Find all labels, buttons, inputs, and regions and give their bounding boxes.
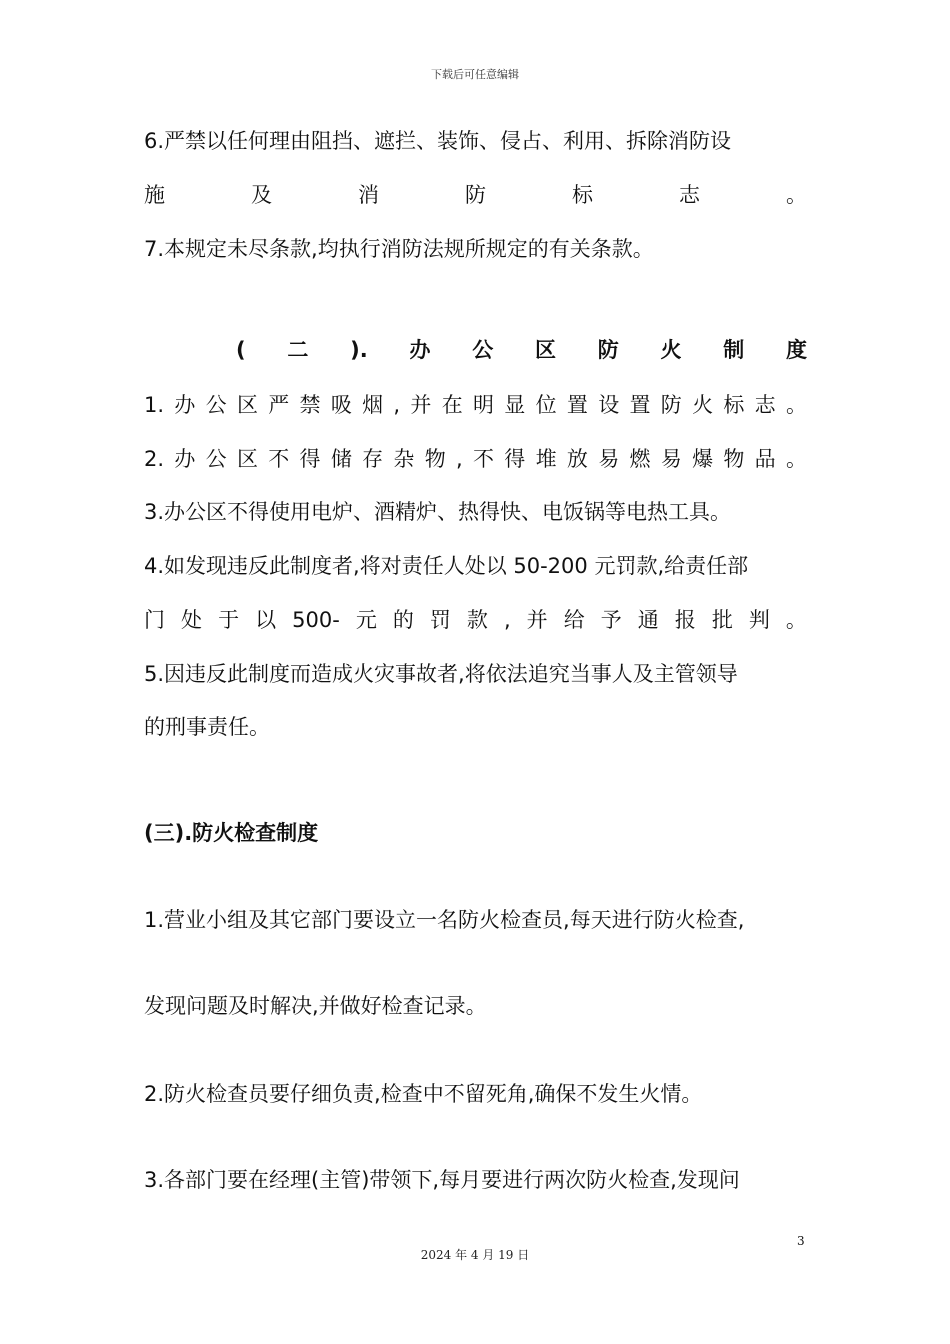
text-segment: 物 [723,447,745,471]
text-segment: 元 [355,608,377,632]
text-line: 1.营业小组及其它部门要设立一名防火检查员,每天进行防火检查, [144,908,745,932]
text-segment: 公 [205,393,227,417]
text-segment: 办 [409,338,431,362]
text-segment: 区 [534,338,556,362]
page-footer-date: 2024 年 4 月 19 日 [420,1248,530,1262]
text-segment: 。 [785,393,807,417]
text-segment: 1. [144,393,165,417]
text-segment: 志 [754,393,776,417]
text-segment: 吸 [330,393,352,417]
text-segment: 显 [504,393,526,417]
text-line: 4.如发现违反此制度者,将对责任人处以 50-200 元罚款,给责任部 [144,554,749,578]
text-segment: 办 [174,393,196,417]
text-segment: , [503,608,511,632]
justified-line [144,180,807,210]
text-segment: 并 [410,393,432,417]
text-segment: 处 [181,608,203,632]
text-segment: 2. [144,447,165,471]
text-segment: 给 [563,608,585,632]
text-segment: 办 [174,447,196,471]
text-segment: 制 [723,338,745,362]
text-segment: , [393,393,401,417]
text-segment: 火 [692,393,714,417]
text-line: 3.各部门要在经理(主管)带领下,每月要进行两次防火检查,发现问 [144,1168,740,1192]
text-segment: 禁 [299,393,321,417]
text-segment: 不 [268,447,290,471]
text-segment: 爆 [692,447,714,471]
text-segment: 标 [723,393,745,417]
text-segment: 火 [660,338,682,362]
text-segment: 防 [660,393,682,417]
text-segment: 。 [785,447,807,471]
text-segment: 烟 [362,393,384,417]
text-segment: 堆 [535,447,557,471]
text-segment: 品 [754,447,776,471]
text-line: 6.严禁以任何理由阻挡、遮拦、装饰、侵占、利用、拆除消防设 [144,129,732,153]
text-segment: 得 [299,447,321,471]
text-segment: 公 [205,447,227,471]
text-segment: 通 [637,608,659,632]
text-segment: 500- [292,608,340,632]
text-segment: 设 [598,393,620,417]
justified-line [144,390,807,420]
text-line: 发现问题及时解决,并做好检查记录。 [144,994,487,1018]
text-line: 5.因违反此制度而造成火灾事故者,将依法追究当事人及主管领导 [144,662,738,686]
text-segment: 放 [566,447,588,471]
page-number: 3 [797,1234,805,1248]
text-segment: 置 [566,393,588,417]
text-segment: 款 [466,608,488,632]
text-segment: 门 [144,608,165,632]
text-segment: 公 [472,338,494,362]
text-line: 7.本规定未尽条款,均执行消防法规所规定的有关条款。 [144,237,654,261]
text-segment: 明 [473,393,494,417]
text-segment: ). [350,338,368,362]
text-segment: 并 [526,608,548,632]
text-segment: 易 [660,447,682,471]
text-segment: 消 [358,183,379,207]
text-segment: 。 [785,608,807,632]
text-segment: 予 [600,608,622,632]
text-segment: 区 [236,393,258,417]
text-segment: 标 [572,183,593,207]
text-segment: 存 [362,447,384,471]
text-segment: 施 [144,183,165,207]
text-segment: 防 [465,183,486,207]
justified-line [144,444,807,474]
text-segment: 以 [255,608,277,632]
text-segment: 置 [629,393,651,417]
section-heading-3: (三).防火检查制度 [144,821,319,845]
text-segment: 不 [473,447,494,471]
page-header: 下载后可任意编辑 [431,68,519,81]
text-segment: 度 [785,338,807,362]
text-segment: 批 [711,608,733,632]
text-segment: 燃 [629,447,651,471]
text-segment: 区 [236,447,258,471]
text-line: 的刑事责任。 [144,715,270,739]
text-line: 3.办公区不得使用电炉、酒精炉、热得快、电饭锅等电热工具。 [144,500,732,524]
text-segment: 严 [268,393,290,417]
text-segment: 志 [679,183,700,207]
text-segment: 及 [251,183,272,207]
text-segment: 判 [748,608,770,632]
text-segment: 杂 [393,447,415,471]
text-segment: 的 [392,608,414,632]
text-segment: , [456,447,463,471]
text-line: 2.防火检查员要仔细负责,检查中不留死角,确保不发生火情。 [144,1082,703,1106]
text-segment: 在 [441,393,463,417]
text-segment: 于 [218,608,240,632]
text-segment: 易 [598,447,620,471]
text-segment: 报 [674,608,696,632]
text-segment: 位 [535,393,557,417]
text-segment: 二 [287,338,309,362]
text-segment: 储 [330,447,352,471]
text-segment: ( [236,338,246,362]
text-segment: 罚 [429,608,451,632]
text-segment: 得 [504,447,526,471]
text-segment: 防 [597,338,619,362]
text-segment: 。 [786,183,807,207]
justified-line [144,605,807,635]
text-segment: 物 [424,447,446,471]
section-heading-2 [236,335,807,365]
